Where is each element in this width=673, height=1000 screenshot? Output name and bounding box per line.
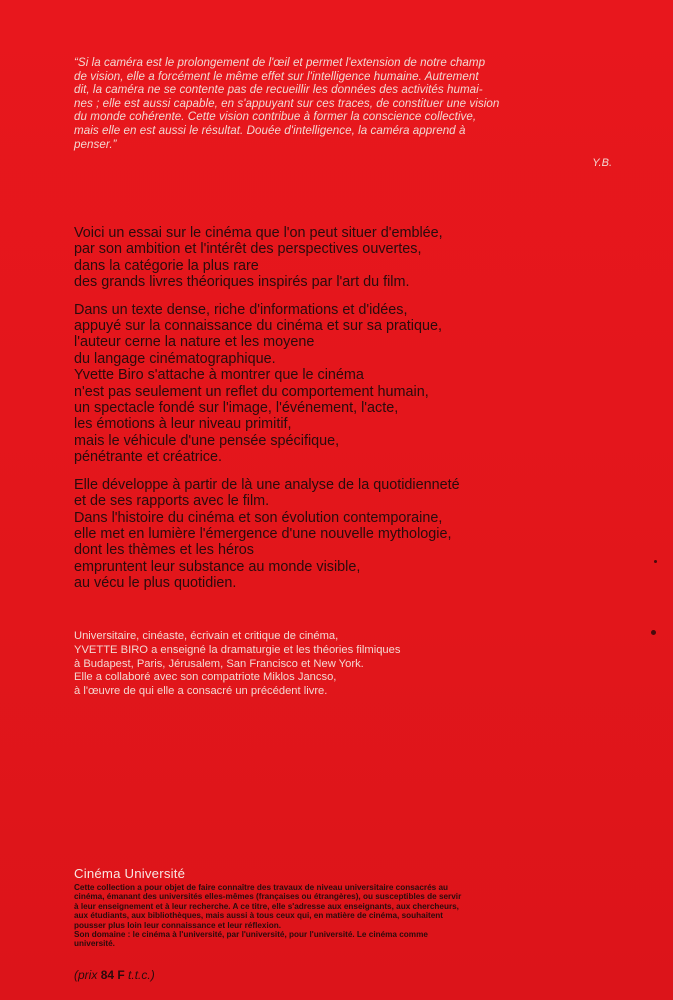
quote-line: “Si la caméra est le prolongement de l'œil et permet l'extension de notre champ xyxy=(74,56,486,69)
blurb-line: Elle développe à partir de là une analyse de la quotidienneté xyxy=(74,476,460,493)
blurb-line: dont les thèmes et les héros xyxy=(74,542,254,559)
punch-hole-mark xyxy=(651,630,656,635)
price-prefix: (prix xyxy=(74,968,98,982)
blurb-paragraph xyxy=(74,302,634,466)
blurb-line: elle met en lumière l'émergence d'une nouvelle mythologie, xyxy=(74,525,452,542)
blurb-line: par son ambition et l'intérêt des perspectives ouvertes, xyxy=(74,241,422,258)
blurb-line: un spectacle fondé sur l'image, l'événement, l'acte, xyxy=(74,400,399,417)
quote-line: du monde cohérente. Cette vision contribue à former la conscience collective, xyxy=(74,110,477,124)
blurb-line: Dans un texte dense, riche d'informations et d'idées, xyxy=(74,301,408,318)
blurb-paragraph xyxy=(74,477,634,592)
quote-line: de vision, elle a forcément le même effet sur l'intelligence humaine. Autrement xyxy=(74,69,479,83)
price-tag xyxy=(74,968,155,982)
quote-line: mais elle en est aussi le résultat. Douée d'intelligence, la caméra apprend à xyxy=(74,123,466,137)
author-bio xyxy=(74,630,594,699)
blurb-line: dans la catégorie la plus rare xyxy=(74,257,259,274)
bio-line: à l'œuvre de qui elle a consacré un précédent livre. xyxy=(74,685,328,698)
series-line: pousser plus loin leur connaissance et leur réflexion. xyxy=(74,920,282,930)
blurb-line: pénétrante et créatrice. xyxy=(74,449,222,466)
series-line: Cette collection a pour objet de faire connaître des travaux de niveau universitaire consacrés au xyxy=(74,883,449,892)
blurb-paragraph xyxy=(74,225,634,291)
blurb-line: des grands livres théoriques inspirés par l'art du film. xyxy=(74,274,410,291)
bio-line: Universitaire, cinéaste, écrivain et critique de cinéma, xyxy=(74,630,339,642)
blurb-line: mais le véhicule d'une pensée spécifique, xyxy=(74,432,340,449)
blurb-line: empruntent leur substance au monde visible, xyxy=(74,558,361,575)
series-line: aux étudiants, aux bibliothèques, mais aussi à tous ceux qui, en matière de cinéma, souhaitent xyxy=(74,911,443,921)
punch-hole-mark xyxy=(654,560,657,563)
series-line: à leur enseignement et à leur recherche. A ce titre, elle s'adresse aux enseignants, aux chercheurs, xyxy=(74,901,459,911)
blurb-line: appuyé sur la connaissance du cinéma et sur sa pratique, xyxy=(74,318,442,335)
epigraph-quote xyxy=(74,56,622,151)
blurb-line: Yvette Biro s'attache à montrer que le cinéma xyxy=(74,367,364,384)
blurb-text xyxy=(74,225,634,603)
blurb-line: Dans l'histoire du cinéma et son évolution contemporaine, xyxy=(74,509,443,526)
series-line: cinéma, émanant des universités elles-mêmes (françaises ou étrangères), ou susceptibles de servir xyxy=(74,892,462,902)
price-suffix: t.t.c.) xyxy=(128,968,155,982)
blurb-line: les émotions à leur niveau primitif, xyxy=(74,416,292,433)
series-line: Son domaine : le cinéma à l'université, par l'université, pour l'université. Le cinéma comme xyxy=(74,930,428,940)
quote-signature: Y.B. xyxy=(592,157,612,169)
series-line: université. xyxy=(74,939,115,949)
blurb-line: du langage cinématographique. xyxy=(74,350,276,367)
series-title: Cinéma Université xyxy=(74,866,186,881)
quote-line: nes ; elle est aussi capable, en s'appuyant sur ces traces, de constituer une vision xyxy=(74,96,500,110)
bio-line: à Budapest, Paris, Jérusalem, San Francisco et New York. xyxy=(74,657,364,670)
blurb-line: au vécu le plus quotidien. xyxy=(74,575,237,592)
quote-line: dit, la caméra ne se contente pas de recueillir les données des activités humai- xyxy=(74,83,483,97)
series-description xyxy=(74,883,622,949)
quote-line: penser.” xyxy=(74,137,117,151)
blurb-line: et de ses rapports avec le film. xyxy=(74,493,270,510)
bio-line: Elle a collaboré avec son compatriote Miklos Jancso, xyxy=(74,671,337,684)
blurb-line: Voici un essai sur le cinéma que l'on peut situer d'emblée, xyxy=(74,225,443,241)
price-amount: 84 F xyxy=(100,968,125,982)
bio-line: YVETTE BIRO a enseigné la dramaturgie et les théories filmiques xyxy=(74,643,401,656)
blurb-line: l'auteur cerne la nature et les moyene xyxy=(74,334,315,351)
blurb-line: n'est pas seulement un reflet du comportement humain, xyxy=(74,383,429,400)
